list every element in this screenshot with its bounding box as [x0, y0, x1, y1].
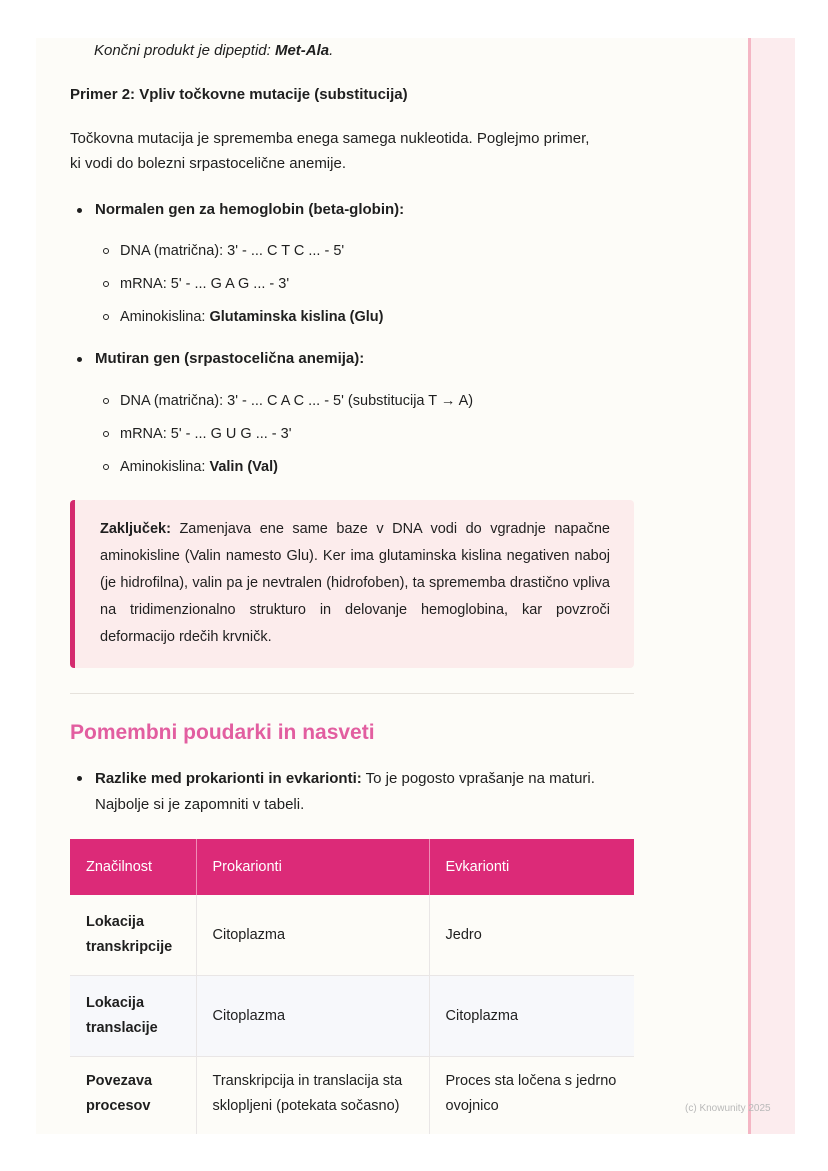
normal-aa-text — [120, 309, 384, 325]
tip-bullet — [70, 766, 640, 818]
intro-line-2: ki vodi do bolezni srpastocelične anemije. — [70, 155, 346, 172]
bullet-dot — [77, 776, 82, 781]
table-cell-prokaryotes: Citoplazma — [196, 976, 429, 1057]
table-cell-eukaryotes: Citoplazma — [429, 976, 634, 1057]
table-cell-eukaryotes: Jedro — [429, 895, 634, 976]
conclusion-callout — [70, 500, 634, 668]
margin-strip — [748, 38, 795, 1134]
table-cell-eukaryotes: Proces sta ločena s jedrno ovojnico — [429, 1057, 634, 1135]
example-heading: Primer 2: Vpliv točkovne mutacije (substitucija) — [70, 86, 408, 103]
table-cell-prokaryotes: Citoplazma — [196, 895, 429, 976]
section-divider — [70, 693, 634, 694]
normal-aa-value: Glutaminska kislina (Glu) — [209, 309, 384, 325]
bullet-dot — [77, 208, 82, 213]
intro-line-1: Točkovna mutacija je sprememba enega samega nukleotida. Poglejmo primer, — [70, 130, 590, 147]
table-cell-prokaryotes: Transkripcija in translacija sta sklopljeni (potekata sočasno) — [196, 1057, 429, 1135]
sub-bullet — [103, 398, 109, 404]
mutant-mrna-text: mRNA: 5' - ... G U G ... - 3' — [120, 426, 292, 442]
table-header-cell: Značilnost — [70, 839, 196, 895]
intro-paragraph — [70, 126, 640, 176]
tip-bold: Razlike med prokarionti in evkarionti: — [95, 770, 362, 787]
table-cell-feature: Lokacija translacije — [70, 976, 196, 1057]
bullet-dot — [77, 357, 82, 362]
final-product-value: Met-Ala — [274, 42, 330, 59]
footer-copyright: (c) Knowunity 2025 — [685, 1103, 771, 1114]
normal-mrna-text: mRNA: 5' - ... G A G ... - 3' — [120, 276, 290, 292]
document-page — [36, 38, 792, 1134]
mutant-aa-text — [120, 459, 278, 475]
normal-aa-label: Aminokislina: — [120, 309, 210, 325]
conclusion-body: Zamenjava ene same baze v DNA vodi do vgradnje napačne aminokisline (Valin namesto Glu). Ker ima glutaminska kislina negativen naboj (je hidrofilna), valin pa je nevtralen (hidrofoben), ta sprememba drastično vpliva na tridimenzionalno strukturo in delovanje hemoglobina, kar povzroči deformacijo rdečih krvničk. — [100, 521, 610, 645]
final-product-suffix: . — [329, 42, 334, 59]
final-product-prefix: Končni produkt je dipeptid: — [94, 42, 275, 59]
mutant-dna-text: DNA (matrična): 3' - ... C A C ... - 5' (substitucija T → A) — [120, 393, 474, 409]
table-row — [70, 976, 634, 1057]
normal-dna-text: DNA (matrična): 3' - ... C T C ... - 5' — [120, 243, 345, 259]
sub-bullet — [103, 431, 109, 437]
table-header-cell: Prokarionti — [196, 839, 429, 895]
mutant-aa-value: Valin (Val) — [209, 459, 278, 475]
table-cell-feature: Lokacija transkripcije — [70, 895, 196, 976]
tip-body: To je pogosto vprašanje na maturi. Najbolje si je zapomniti v tabeli. — [95, 770, 595, 813]
table-header-row — [70, 839, 634, 895]
final-product-line — [94, 42, 333, 59]
normal-gene-title: Normalen gen za hemoglobin (beta-globin): — [95, 201, 405, 218]
mutant-gene-title: Mutiran gen (srpastocelična anemija): — [95, 350, 365, 367]
table-row — [70, 1057, 634, 1135]
conclusion-label: Zaključek: — [100, 521, 171, 537]
conclusion-text — [100, 516, 610, 651]
sub-bullet — [103, 281, 109, 287]
table-row — [70, 895, 634, 976]
sub-bullet — [103, 248, 109, 254]
table-header-cell: Evkarionti — [429, 839, 634, 895]
mutant-aa-label: Aminokislina: — [120, 459, 210, 475]
section-title: Pomembni poudarki in nasveti — [70, 721, 375, 744]
sub-bullet — [103, 314, 109, 320]
comparison-table — [70, 839, 634, 1134]
tip-text — [95, 766, 640, 818]
table-cell-feature: Povezava procesov — [70, 1057, 196, 1135]
sub-bullet — [103, 464, 109, 470]
